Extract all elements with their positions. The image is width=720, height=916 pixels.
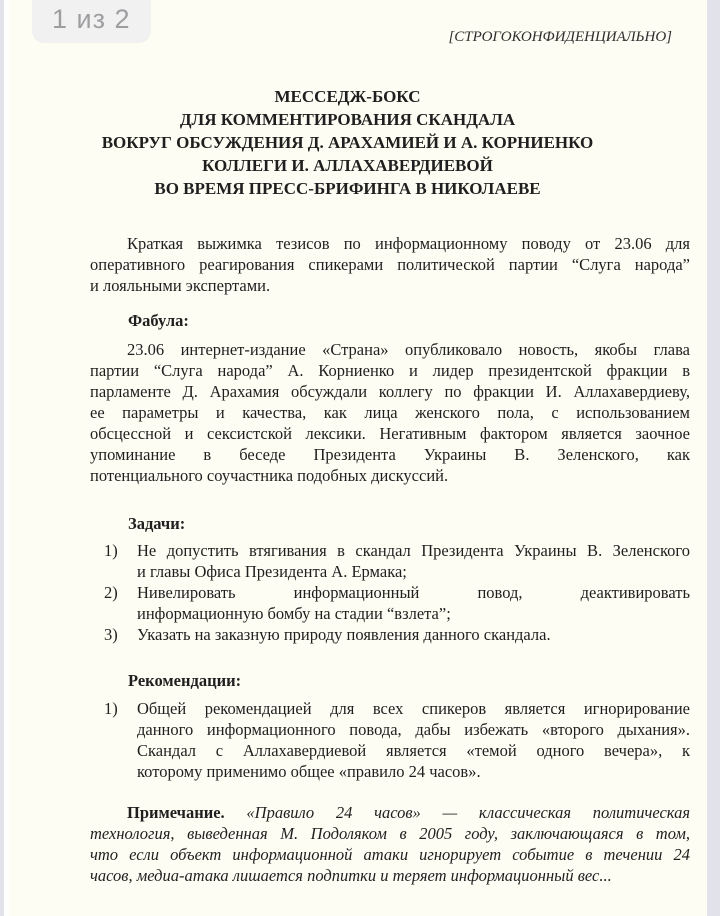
recommendation-list [90,698,690,782]
section-heading-fabula: Фабула: [128,311,189,330]
section-heading-recommendations: Рекомендации: [128,671,242,690]
note-line: часов, медиа-атака лишается подпитки и теряет информационный вес... [90,866,612,885]
task-text [137,624,690,645]
intro-paragraph [90,233,690,296]
task-list [90,540,690,645]
text-line: потенциального соучастника подобных дискуссий. [90,466,449,485]
title-line: КОЛЛЕГИ И. АЛЛАХАВЕРДИЕВОЙ [202,156,493,175]
text-line: Общей рекомендацией для всех спикеров является игнорирование [137,699,690,718]
task-marker: 1) [104,541,118,560]
title-line: ВОКРУГ ОБСУЖДЕНИЯ Д. АРАХАМИЕЙ И А. КОРНИЕНКО [101,133,594,152]
classification-label: [СТРОГОКОНФИДЕНЦИАЛЬНО] [448,29,672,45]
page-counter-badge: 1 из 2 [32,0,151,43]
document-title [100,85,595,200]
recommendation-text [137,698,690,782]
text-line: ее параметры и качества, как лица женского пола, с использованием [90,403,690,422]
text-line: Не допустить втягивания в скандал Президента Украины В. Зеленского [137,541,690,560]
task-marker: 3) [104,625,118,644]
text-line: парламенте Д. Арахамия обсуждали коллегу по фракции И. Аллахавердиеву, [90,382,690,401]
document-page [4,0,707,916]
task-marker: 2) [104,583,118,602]
title-line: ВО ВРЕМЯ ПРЕСС-БРИФИНГА В НИКОЛАЕВЕ [154,179,541,198]
recommendation-marker: 1) [104,699,118,718]
section-heading-tasks: Задачи: [128,514,186,533]
text-line: обсцессной и сексистской лексики. Негативным фактором является заочное [90,424,690,443]
text-line: Скандал с Аллахавердиевой является «темой одного вечера», к [137,741,690,760]
note-label: Примечание. [127,803,225,822]
text-line: упоминание в беседе Президента Украины В. Зеленского, как [90,445,690,464]
text-line: Нивелировать информационный повод, деактивировать [137,583,690,602]
note-line: технология, выведенная М. Подоляком в 2005 году, заключающаяся в том, [90,824,690,843]
text-line: и главы Офиса Президента А. Ермака; [137,562,407,581]
document-content [9,27,707,886]
note-text: «Правило 24 часов» — классическая политическая [246,803,690,822]
text-line: оперативного реагирования спикерами политической партии “Слуга народа” [90,255,690,274]
fabula-paragraph [90,339,690,486]
note-paragraph [90,802,690,886]
recommendation-item [104,698,690,782]
task-item [104,540,690,582]
text-line: и лояльными экспертами. [90,276,271,295]
text-line: 23.06 интернет-издание «Страна» опубликовало новость, якобы глава [127,340,690,359]
task-text [137,582,690,624]
title-line: МЕССЕДЖ-БОКС [274,87,421,106]
text-line: которому применимо общее «правило 24 часов». [137,762,481,781]
task-item [104,624,690,645]
text-line: информационную бомбу на стадии “взлета”; [137,604,451,623]
text-line: данного информационного повода, дабы избежать «второго дыхания». [137,720,690,739]
text-line: партии “Слуга народа” А. Корниенко и лидер президентской фракции в [90,361,690,380]
task-text [137,540,690,582]
text-line: Указать на заказную природу появления данного скандала. [137,625,551,644]
note-line: что если объект информационной атаки игнорирует событие в течении 24 [90,845,690,864]
note-first-line [90,802,690,823]
task-item [104,582,690,624]
title-line: ДЛЯ КОММЕНТИРОВАНИЯ СКАНДАЛА [179,110,516,129]
text-line: Краткая выжимка тезисов по информационному поводу от 23.06 для [127,234,690,253]
